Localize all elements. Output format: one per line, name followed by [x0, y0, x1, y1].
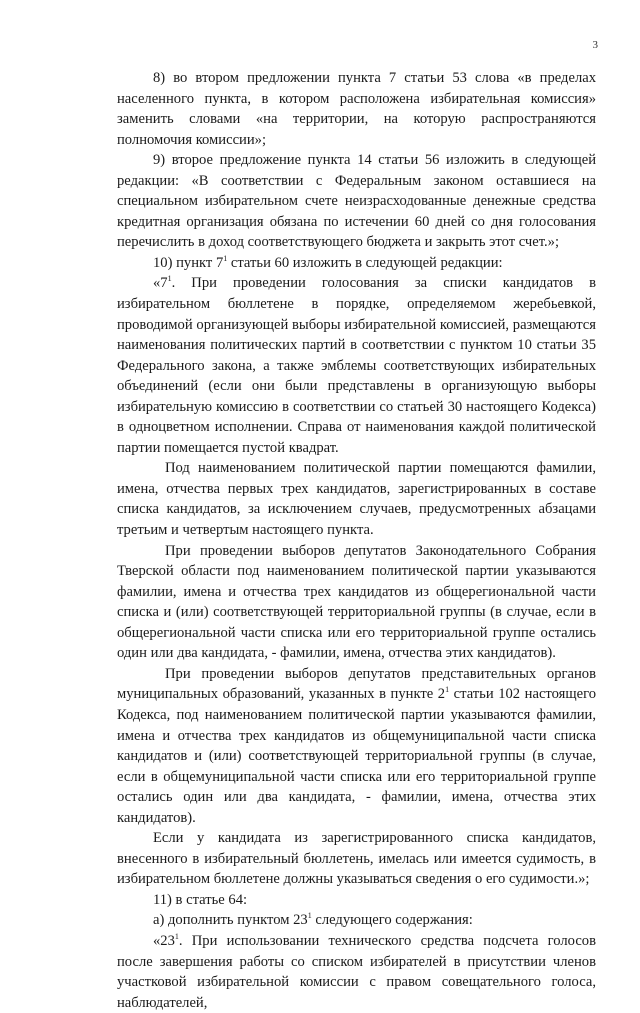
text-run: 10) пункт 7: [153, 254, 224, 271]
document-body: [117, 68, 596, 1013]
paragraph-regional-elections: При проведении выборов депутатов Законодательного Собрания Тверской области под наименованием политической партии указываются фамилии, имена и отчества трех кандидатов из общерегиональной части списка и (или) соответствующей территориальной группы (в случае, если в общерегиональной части списка или его территориальной группе остались один или два кандидата, - фамилии, имена, отчества этих кандидатов).: [117, 542, 596, 662]
paragraph-item-8: 8) во втором предложении пункта 7 статьи 53 слова «в пределах населенного пункта, в котором расположена избирательная комиссия» заменить словами «на территории, на которую распространяются полномочия комиссии»;: [117, 70, 596, 148]
paragraph-municipal-elections: [117, 664, 596, 828]
superscript: 1: [223, 254, 228, 264]
paragraph-item-11: 11) в статье 64:: [153, 891, 248, 908]
superscript: 1: [174, 932, 179, 942]
text-run: «23: [153, 932, 175, 949]
text-run: . При использовании технического средства подсчета голосов после завершения работы со списком избирателей в присутствии членов участковой избирательной комиссии с правом совещательного голоса, наблюдателей,: [117, 932, 596, 1011]
paragraph-criminal-record: Если у кандидата из зарегистрированного списка кандидатов, внесенного в избирательный бюллетень, имелась или имеется судимость, в избирательном бюллетене должны указываться сведения о его судимости.»;: [117, 830, 596, 888]
text-run: следующего содержания:: [311, 912, 473, 929]
paragraph-clause-7-1: [117, 273, 596, 458]
text-run: статьи 102 настоящего Кодекса, под наименованием политической партии указываются фамилии, имена и отчества трех кандидатов из общемуниципальной части списка кандидатов и (или) соответствующей территориальной группы (в случае, если в общемуниципальной части списка или его территориальной группе остались один или два кандидата, - фамилии, имена, отчества этих кандидатов).: [117, 686, 596, 826]
superscript: 1: [167, 274, 172, 284]
text-run: статьи 60 изложить в следующей редакции:: [227, 254, 503, 271]
page-number: 3: [592, 39, 598, 51]
paragraph-candidates-names: Под наименованием политической партии помещаются фамилии, имена, отчества первых трех кандидатов, зарегистрированных в составе списка кандидатов, за исключением случаев, предусмотренных абзацами третьим и четвертым настоящего пункта.: [117, 460, 596, 539]
text-run: «7: [153, 275, 168, 292]
paragraph-subitem-a: [117, 910, 596, 931]
text-run: При проведении выборов депутатов представительных органов муниципальных образований, указанных в пункте 2: [117, 665, 596, 703]
superscript: 1: [445, 685, 450, 695]
text-run: . При проведении голосования за списки кандидатов в избирательном бюллетене в порядке, определяемом жеребьевкой, проводимой организующей выборы избирательной комиссией, размещаются наименования политических партий в соответствии с пунктом 10 статьи 35 Федерального закона, а также эмблемы соответствующих избирательных объединений (если они были представлены в организующую выборы избирательную комиссию в соответствии со статьей 30 настоящего Кодекса) в одноцветном исполнении. Справа от наименования каждой политической партии помещается пустой квадрат.: [117, 275, 596, 456]
paragraph-item-9: 9) второе предложение пункта 14 статьи 56 изложить в следующей редакции: «В соответствии с Федеральным законом оставшиеся на специальном избирательном счете неизрасходованные денежные средства кредитная организация обязана по истечении 60 дней со дня голосования перечислить в доход соответствующего бюджета и закрыть этот счет.»;: [117, 152, 596, 251]
text-run: а) дополнить пунктом 23: [153, 912, 308, 929]
superscript: 1: [307, 911, 312, 921]
paragraph-item-10: [117, 253, 596, 274]
paragraph-clause-23-1: [117, 931, 596, 1013]
